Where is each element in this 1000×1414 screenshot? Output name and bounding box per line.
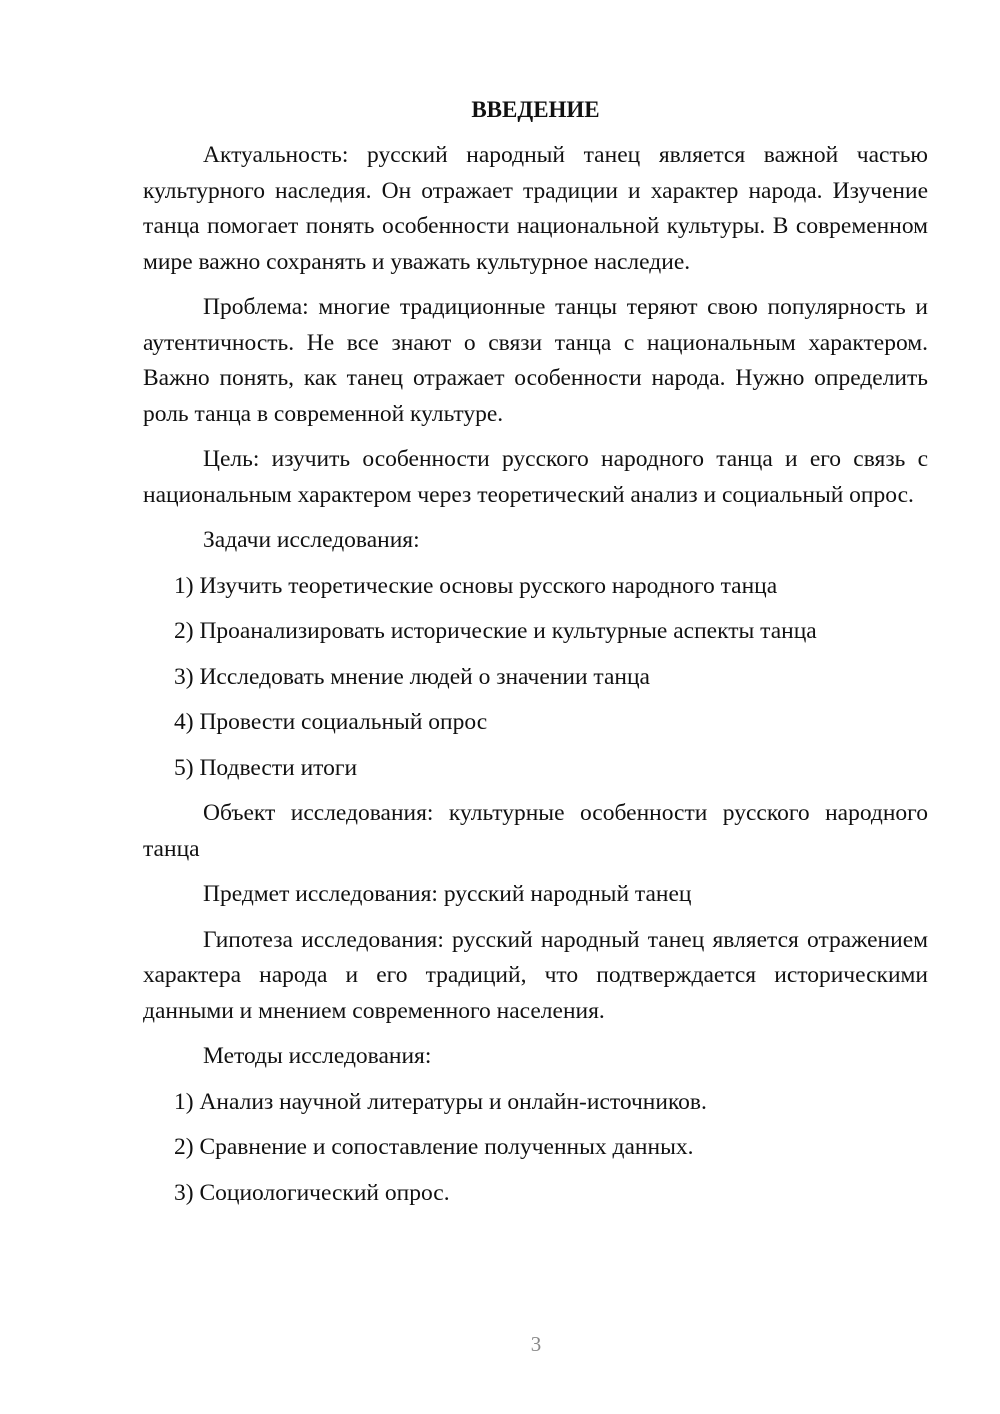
page-number: 3: [530, 1332, 542, 1356]
problem-paragraph: Проблема: многие традиционные танцы теряют свою популярность и аутентичность. Не все знают о связи танца с национальным характером. Важно понять, как танец отражает особенности народа. Нужно определить роль танца в современной культуре.: [143, 294, 928, 427]
task-item: 3) Исследовать мнение людей о значении танца: [174, 663, 650, 690]
relevance-paragraph: Актуальность: русский народный танец является важной частью культурного наследия. Он отражает традиции и характер народа. Изучение танца помогает понять особенности национальной культуры. В современном мире важно сохранять и уважать культурное наследие.: [143, 142, 928, 275]
method-item: 3) Социологический опрос.: [174, 1179, 450, 1206]
methods-heading: Методы исследования:: [203, 1043, 432, 1069]
task-item: 4) Провести социальный опрос: [174, 709, 488, 735]
task-item: 1) Изучить теоретические основы русского народного танца: [174, 572, 778, 599]
goal-paragraph: Цель: изучить особенности русского народного танца и его связь с национальным характером через теоретический анализ и социальный опрос.: [143, 446, 928, 508]
tasks-heading: Задачи исследования:: [203, 527, 420, 553]
subject-paragraph: Предмет исследования: русский народный танец: [203, 881, 692, 907]
page-content: [143, 92, 928, 1221]
method-item: 1) Анализ научной литературы и онлайн-источников.: [174, 1088, 707, 1115]
hypothesis-paragraph: Гипотеза исследования: русский народный танец является отражением характера народа и его традиций, что подтверждается историческими данными и мнением современного населения.: [143, 926, 928, 1024]
object-paragraph: Объект исследования: культурные особенности русского народного танца: [143, 800, 928, 862]
task-item: 2) Проанализировать исторические и культурные аспекты танца: [174, 618, 817, 644]
task-item: 5) Подвести итоги: [174, 754, 358, 781]
section-title: ВВЕДЕНИЕ: [471, 97, 600, 122]
method-item: 2) Сравнение и сопоставление полученных данных.: [174, 1134, 694, 1160]
